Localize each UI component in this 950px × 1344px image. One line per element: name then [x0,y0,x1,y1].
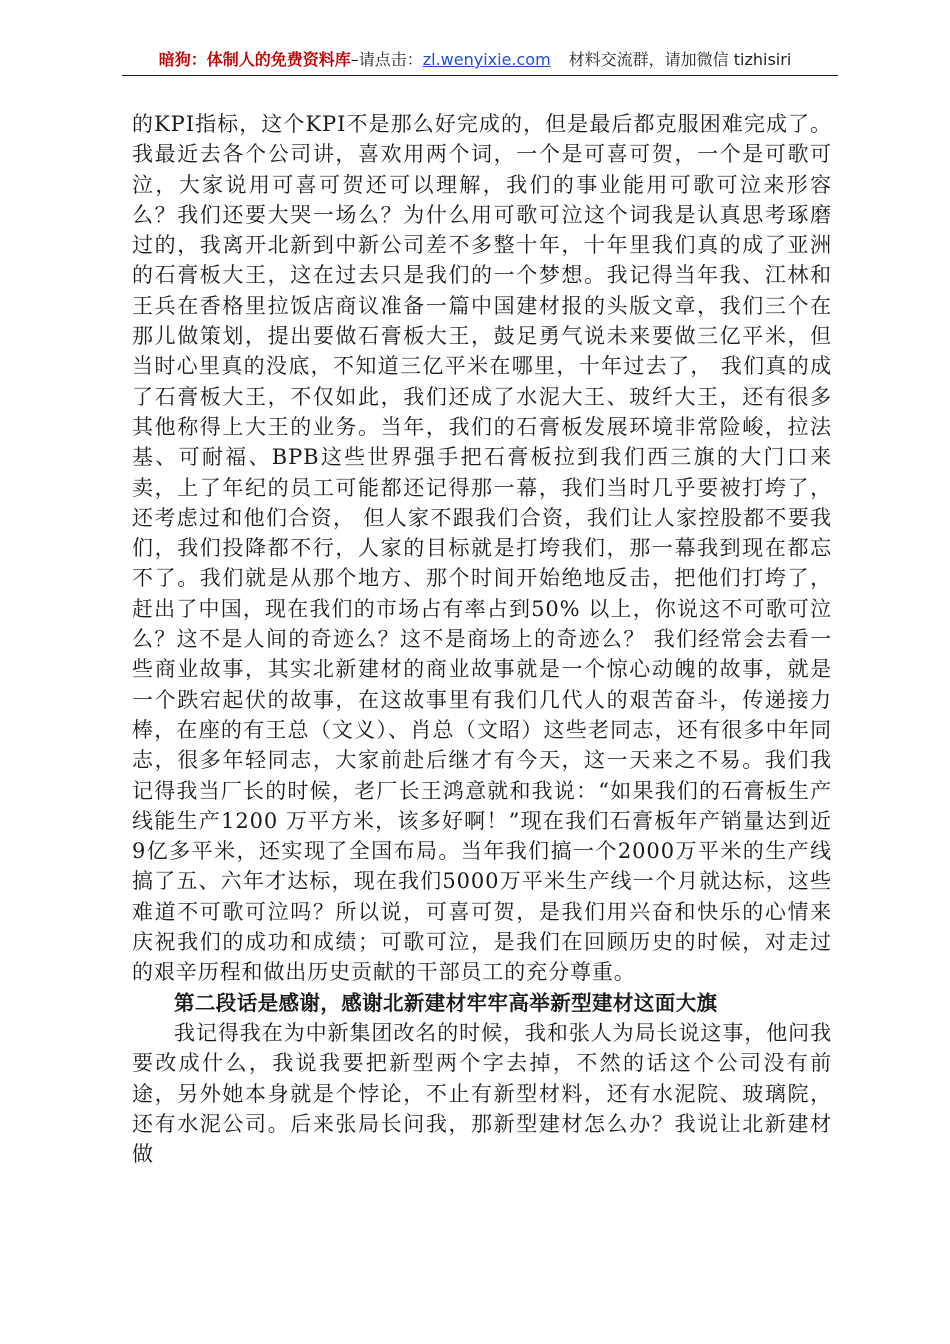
header-contact: 材料交流群，请加微信 tizhisiri [568,50,792,69]
page-header [0,46,950,74]
body-paragraph: 的KPI指标，这个KPI不是那么好完成的，但是最后都克服困难完成了。我最近去各个公司讲，喜欢用两个词，一个是可喜可贺，一个是可歌可泣，大家说用可喜可贺还可以理解，我们的事业能用可歌可泣来形容么？我们还要大哭一场么？为什么用可歌可泣这个词我是认真思考琢磨过的，我离开北新到中新公司差不多整十年，十年里我们真的成了亚洲的石膏板大王，这在过去只是我们的一个梦想。我记得当年我、江林和王兵在香格里拉饭店商议准备一篇中国建材报的头版文章，我们三个在那儿做策划，提出要做石膏板大王，鼓足勇气说未来要做三亿平米，但当时心里真的没底，不知道三亿平米在哪里，十年过去了， 我们真的成了石膏板大王，不仅如此，我们还成了水泥大王、玻纤大王，还有很多其他称得上大王的业务。当年，我们的石膏板发展环境非常险峻，拉法基、可耐福、BPB这些世界强手把石膏板拉到我们西三旗的大门口来卖，上了年纪的员工可能都还记得那一幕，我们当时几乎要被打垮了，还考虑过和他们合资， 但人家不跟我们合资，我们让人家控股都不要我们，我们投降都不行，人家的目标就是打垮我们，那一幕我到现在都忘不了。我们就是从那个地方、那个时间开始绝地反击，把他们打垮了，赶出了中国，现在我们的市场占有率占到50% 以上，你说这不可歌可泣么？这不是人间的奇迹么？这不是商场上的奇迹么？ 我们经常会去看一些商业故事，其实北新建材的商业故事就是一个惊心动魄的故事，就是一个跌宕起伏的故事，在这故事里有我们几代人的艰苦奋斗，传递接力棒，在座的有王总（文义）、肖总（文昭）这些老同志，还有很多中年同志，很多年轻同志，大家前赴后继才有今天，这一天来之不易。我们我记得我当厂长的时候，老厂长王鸿意就和我说：“如果我们的石膏板生产线能生产1200 万平方米，该多好啊！”现在我们石膏板年产销量达到近9亿多平米，还实现了全国布局。当年我们搞一个2000万平米的生产线搞了五、六年才达标，现在我们5000万平米生产线一个月就达标，这些难道不可歌可泣吗？所以说，可喜可贺，是我们用兴奋和快乐的心情来庆祝我们的成功和成绩；可歌可泣，是我们在回顾历史的时候，对走过的艰辛历程和做出历史贡献的干部员工的充分尊重。 [132,112,832,985]
section-paragraph: 我记得我在为中新集团改名的时候，我和张人为局长说这事，他问我要改成什么，我说我要把新型两个字去掉，不然的话这个公司没有前途，另外她本身就是个悖论，不止有新型材料，还有水泥院、玻璃院，还有水泥公司。后来张局长问我，那新型建材怎么办？我说让北新建材做 [132,1020,832,1167]
section-heading: 第二段话是感谢，感谢北新建材牢牢高举新型建材这面大旗 [174,990,718,1015]
header-brand: 暗狗：体制人的免费资料库 [158,50,351,69]
header-click-prompt: –请点击： [350,50,423,69]
header-link[interactable]: zl.wenyixie.com [422,50,551,69]
header-divider [122,75,838,76]
document-body [132,109,832,1169]
